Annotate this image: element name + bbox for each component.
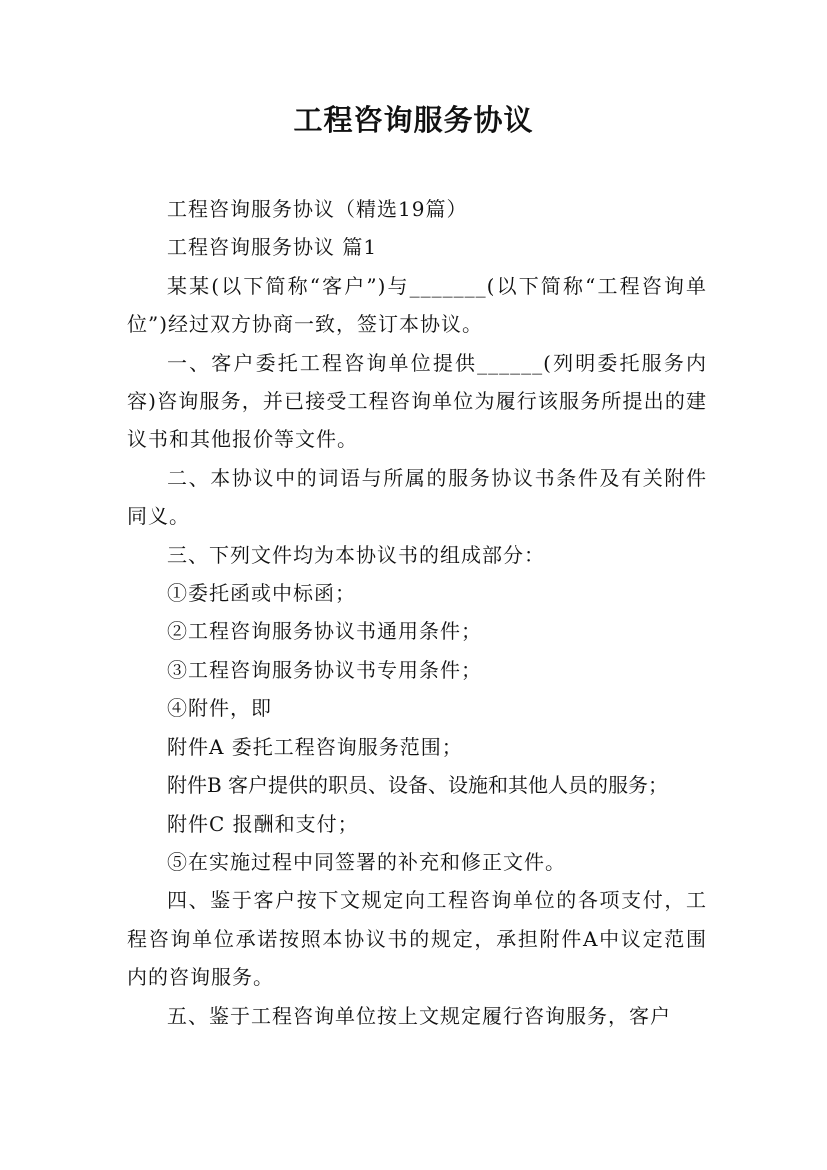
paragraph-clause-3: 三、下列文件均为本协议书的组成部分： xyxy=(167,542,545,567)
list-item-4: ④附件，即 xyxy=(167,696,272,721)
attachment-c: 附件C 报酬和支付； xyxy=(167,811,359,836)
paragraph-parties: 某某(以下简称“客户”)与_______(以下简称“工程咨询单位”)经过双方协商一致，签订本协议。 xyxy=(127,273,707,337)
list-item-2: ②工程咨询服务协议书通用条件； xyxy=(167,619,482,644)
paragraph-subtitle: 工程咨询服务协议（精选19篇） xyxy=(167,197,468,221)
attachment-b: 附件B 客户提供的职员、设备、设施和其他人员的服务； xyxy=(167,773,669,798)
paragraph-clause-2: 二、本协议中的词语与所属的服务协议书条件及有关附件同义。 xyxy=(127,465,707,529)
document-body xyxy=(127,190,707,1035)
document-title: 工程咨询服务协议 xyxy=(293,103,534,137)
paragraph-clause-1: 一、客户委托工程咨询单位提供______(列明委托服务内容)咨询服务，并已接受工程咨询单位为履行该服务所提出的建议书和其他报价等文件。 xyxy=(127,350,707,452)
paragraph-clause-5: 五、鉴于工程咨询单位按上文规定履行咨询服务，客户 xyxy=(167,1003,671,1028)
list-item-5: ⑤在实施过程中同签署的补充和修正文件。 xyxy=(167,849,566,874)
attachment-a: 附件A 委托工程咨询服务范围； xyxy=(167,734,463,759)
list-item-1: ①委托函或中标函； xyxy=(167,581,356,606)
list-item-3: ③工程咨询服务协议书专用条件； xyxy=(167,657,482,682)
paragraph-clause-4: 四、鉴于客户按下文规定向工程咨询单位的各项支付，工程咨询单位承诺按照本协议书的规定，承担附件A中议定范围内的咨询服务。 xyxy=(127,888,707,990)
paragraph-chapter-heading: 工程咨询服务协议 篇1 xyxy=(167,235,378,260)
